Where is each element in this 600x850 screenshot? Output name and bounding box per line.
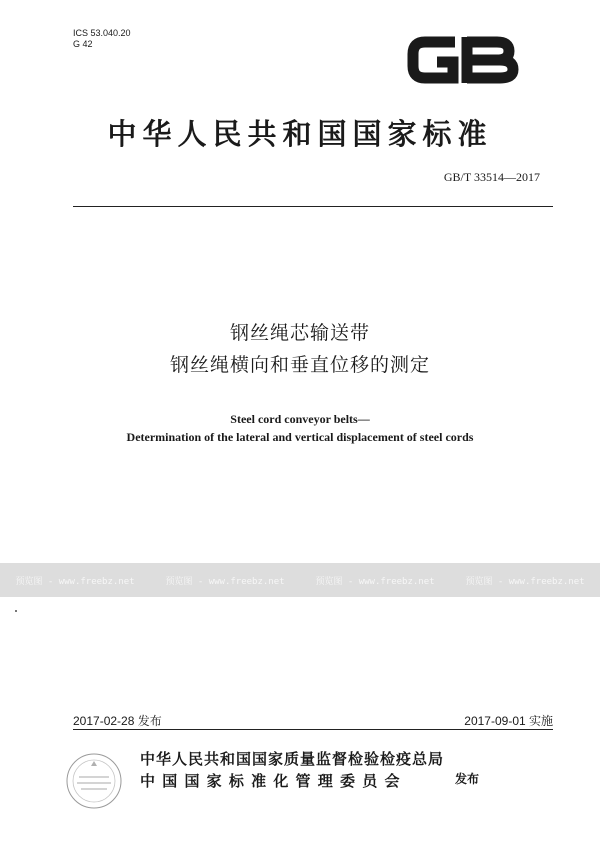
footer-divider bbox=[73, 729, 553, 730]
title-chinese-line2: 钢丝绳横向和垂直位移的测定 bbox=[169, 354, 430, 376]
watermark-text: 预览图 - www.freebz.net bbox=[165, 576, 285, 587]
ics-code: ICS 53.040.20 bbox=[73, 28, 131, 38]
gb-logo bbox=[405, 30, 520, 90]
document-number: GB/T 33514—2017 bbox=[443, 170, 540, 184]
title-english-line2: Determination of the lateral and vertical displacement of steel cords bbox=[126, 430, 474, 444]
issuer-line1: 中华人民共和国国家质量监督检验检疫总局 bbox=[140, 750, 445, 768]
watermark-band bbox=[0, 563, 600, 597]
title-english-line1: Steel cord conveyor belts— bbox=[230, 412, 370, 426]
ccs-code: G 42 bbox=[73, 39, 93, 49]
header-divider bbox=[73, 206, 553, 207]
scan-speck bbox=[15, 610, 17, 612]
classification-codes bbox=[73, 28, 131, 50]
watermark-text: 预览图 - www.freebz.net bbox=[15, 576, 135, 587]
implementation-date: 2017-09-01 实施 bbox=[464, 714, 553, 728]
watermark-text: 预览图 - www.freebz.net bbox=[315, 576, 435, 587]
issuing-authority-title: 中华人民共和国国家标准 bbox=[107, 117, 493, 151]
watermark-text: 预览图 - www.freebz.net bbox=[465, 576, 585, 587]
official-seal-icon bbox=[65, 752, 123, 810]
issue-date: 2017-02-28 发布 bbox=[73, 714, 162, 728]
issuer-line2: 中 国 国 家 标 准 化 管 理 委 员 会 bbox=[140, 772, 401, 790]
title-chinese-line1: 钢丝绳芯输送带 bbox=[229, 322, 370, 344]
date-row bbox=[73, 712, 553, 729]
publish-label: 发布 bbox=[455, 772, 480, 786]
